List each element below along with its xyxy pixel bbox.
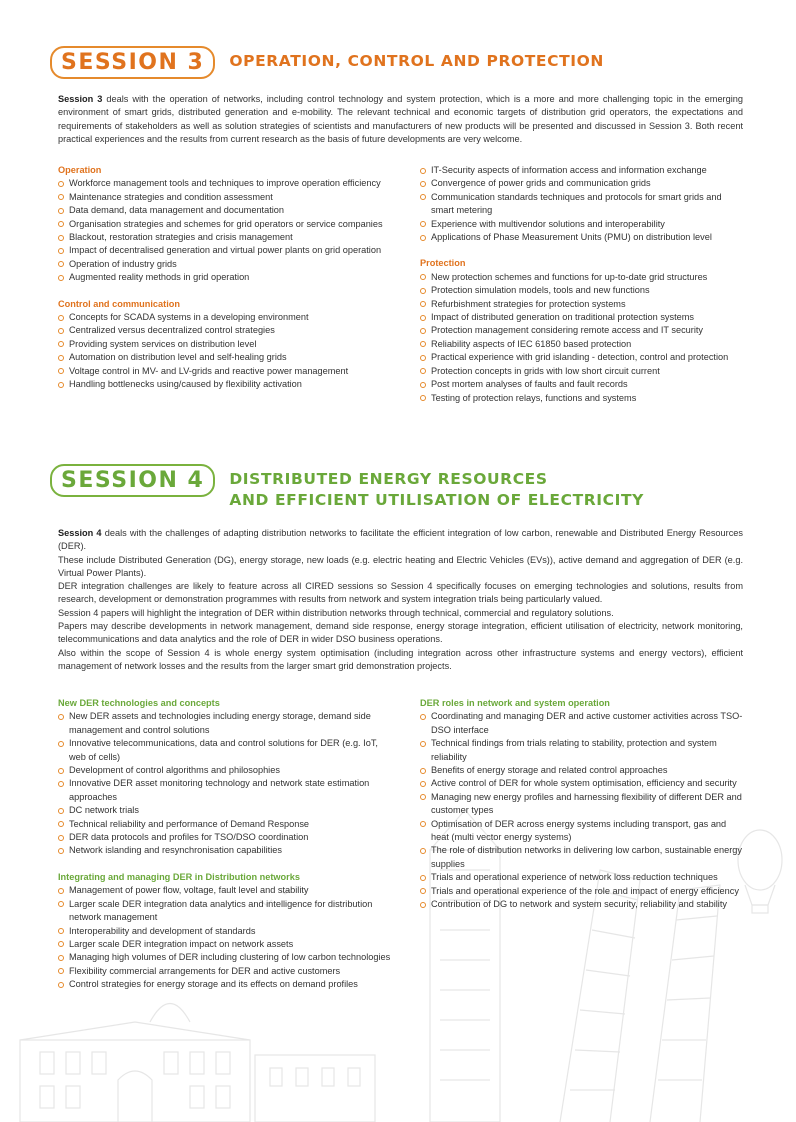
bullet-circle-icon <box>58 955 64 961</box>
list-item <box>420 791 745 818</box>
list-item-text: Contribution of DG to network and system security, reliability and stability <box>431 899 727 910</box>
list-item-text: Development of control algorithms and philosophies <box>69 765 280 776</box>
bullet-circle-icon <box>420 382 426 388</box>
topic-list <box>420 710 745 911</box>
list-item-text: Concepts for SCADA systems in a developing environment <box>69 312 309 323</box>
topic-list <box>420 271 745 405</box>
session-4-left-column <box>58 697 393 992</box>
bullet-circle-icon <box>58 821 64 827</box>
list-item <box>420 378 745 391</box>
bullet-circle-icon <box>420 902 426 908</box>
list-item <box>420 818 745 845</box>
section-gap <box>58 858 393 871</box>
section-gap <box>420 244 745 257</box>
list-item-text: DC network trials <box>69 805 139 816</box>
list-item <box>420 737 745 764</box>
list-item-text: Trials and operational experience of the role and impact of energy efficiency <box>431 885 739 896</box>
topic-heading: Operation <box>58 165 102 175</box>
list-item-text: Network islanding and resynchronisation capabilities <box>69 845 282 856</box>
bullet-circle-icon <box>58 341 64 347</box>
topic-heading: DER roles in network and system operation <box>420 698 610 708</box>
list-item-text: Centralized versus decentralized control strategies <box>69 325 275 336</box>
list-item <box>58 804 393 817</box>
list-item-text: Workforce management tools and techniques to improve operation efficiency <box>69 178 381 189</box>
list-item <box>420 191 745 218</box>
list-item <box>58 338 388 351</box>
list-item-text: Protection management considering remote access and IT security <box>431 325 704 336</box>
list-item <box>58 244 388 257</box>
bullet-circle-icon <box>58 928 64 934</box>
list-item <box>58 777 393 804</box>
bullet-circle-icon <box>58 982 64 988</box>
list-item-text: Technical findings from trials relating to stability, protection and system reliability <box>431 738 717 762</box>
list-item-text: Active control of DER for whole system optimisation, efficiency and security <box>431 778 737 789</box>
list-item-text: Impact of decentralised generation and virtual power plants on grid operation <box>69 245 382 256</box>
session-4-header <box>50 464 644 511</box>
bullet-circle-icon <box>420 888 426 894</box>
bullet-circle-icon <box>58 741 64 747</box>
session-4-right-column <box>420 697 745 912</box>
bullet-circle-icon <box>420 235 426 241</box>
bullet-circle-icon <box>58 248 64 254</box>
intro-paragraph: DER integration challenges are likely to feature across all CIRED sessions so Session 4 specifically focuses on emerging technologies and solutions, results from research, development or demonstration programmes with results from network and system integration trials being particularly valued. <box>58 581 743 605</box>
session-4-intro-bold: Session 4 <box>58 528 102 538</box>
list-item-text: Post mortem analyses of faults and fault records <box>431 379 628 390</box>
list-item-text: Augmented reality methods in grid operation <box>69 272 250 283</box>
list-item-text: Managing high volumes of DER including clustering of low carbon technologies <box>69 952 391 963</box>
topic-list <box>58 311 388 391</box>
session-3-badge: SESSION 3 <box>50 46 215 79</box>
session-4-intro <box>58 527 743 673</box>
list-item <box>58 764 393 777</box>
list-item <box>420 311 745 324</box>
bullet-circle-icon <box>58 275 64 281</box>
bullet-circle-icon <box>420 741 426 747</box>
list-item <box>420 392 745 405</box>
bullet-circle-icon <box>58 835 64 841</box>
list-item-text: Refurbishment strategies for protection systems <box>431 298 626 309</box>
session-4-intro-first: deals with the challenges of adapting distribution networks to facilitate the efficient integration of low carbon, renewable and Distributed Energy Resources (DER). <box>58 528 743 552</box>
list-item <box>420 177 745 190</box>
bullet-circle-icon <box>420 315 426 321</box>
list-item <box>420 231 745 244</box>
list-item-text: Automation on distribution level and self-healing grids <box>69 352 287 363</box>
list-item <box>58 710 393 737</box>
bullet-circle-icon <box>420 768 426 774</box>
list-item-text: Coordinating and managing DER and active customer activities across TSO-DSO interface <box>431 711 743 735</box>
list-item <box>420 898 745 911</box>
list-item-text: New DER assets and technologies including energy storage, demand side management and control solutions <box>69 711 371 735</box>
list-item <box>58 831 393 844</box>
intro-paragraph: Also within the scope of Session 4 is whole energy system optimisation (including integration across other infrastructure systems and energy vectors), efficient management of network losses and the results from the larger smart grid demonstration projects. <box>58 647 743 671</box>
list-item-text: Innovative telecommunications, data and control solutions for DER (e.g. IoT, web of cells) <box>69 738 378 762</box>
topic-heading: Protection <box>420 258 466 269</box>
list-item-text: Voltage control in MV- and LV-grids and reactive power management <box>69 365 349 376</box>
list-item <box>420 271 745 284</box>
list-item <box>58 938 393 951</box>
list-item <box>58 378 388 391</box>
bullet-circle-icon <box>58 901 64 907</box>
bullet-circle-icon <box>420 301 426 307</box>
bullet-circle-icon <box>58 221 64 227</box>
topic-list <box>58 177 388 284</box>
bullet-circle-icon <box>58 848 64 854</box>
list-item-text: Innovative DER asset monitoring technology and network state estimation approaches <box>69 778 370 802</box>
bullet-circle-icon <box>420 194 426 200</box>
list-item <box>420 324 745 337</box>
list-item-text: New protection schemes and functions for up-to-date grid structures <box>431 271 708 282</box>
list-item-text: Handling bottlenecks using/caused by flexibility activation <box>69 379 302 390</box>
section-gap <box>58 285 388 298</box>
list-item <box>420 298 745 311</box>
session-3-title: OPERATION, CONTROL AND PROTECTION <box>229 52 604 70</box>
list-item <box>58 365 388 378</box>
bullet-circle-icon <box>420 395 426 401</box>
list-item-text: Applications of Phase Measurement Units (PMU) on distribution level <box>431 232 712 243</box>
list-item <box>58 218 388 231</box>
list-item-text: Data demand, data management and documentation <box>69 205 285 216</box>
session-3-intro-bold: Session 3 <box>58 94 103 104</box>
bullet-circle-icon <box>420 714 426 720</box>
topic-heading: Control and communication <box>58 298 180 309</box>
list-item <box>58 978 393 991</box>
list-item <box>420 777 745 790</box>
bullet-circle-icon <box>58 808 64 814</box>
list-item <box>58 324 388 337</box>
bullet-circle-icon <box>58 355 64 361</box>
list-item <box>420 164 745 177</box>
list-item <box>58 951 393 964</box>
list-item <box>420 885 745 898</box>
list-item-text: Impact of distributed generation on traditional protection systems <box>431 312 695 323</box>
bullet-circle-icon <box>58 194 64 200</box>
list-item-text: Practical experience with grid islanding - detection, control and protection <box>431 352 729 363</box>
intro-paragraph: Session 4 papers will highlight the integration of DER within distribution networks through technical, commercial and regulatory solutions. <box>58 607 614 618</box>
bullet-circle-icon <box>58 181 64 187</box>
session-3-right-column <box>420 164 745 405</box>
list-item-text: Organisation strategies and schemes for grid operators or service companies <box>69 218 383 229</box>
bullet-circle-icon <box>420 181 426 187</box>
bullet-circle-icon <box>420 221 426 227</box>
list-item-text: Control strategies for energy storage and its effects on demand profiles <box>69 979 358 990</box>
list-item-text: IT-Security aspects of information access and information exchange <box>431 165 707 175</box>
list-item <box>420 218 745 231</box>
bullet-circle-icon <box>58 208 64 214</box>
list-item <box>58 311 388 324</box>
list-item <box>58 965 393 978</box>
bullet-circle-icon <box>420 168 426 174</box>
list-item <box>420 871 745 884</box>
session-3-intro <box>58 93 743 146</box>
bullet-circle-icon <box>58 261 64 267</box>
list-item-text: Flexibility commercial arrangements for DER and active customers <box>69 965 341 976</box>
list-item-text: Management of power flow, voltage, fault level and stability <box>69 885 309 896</box>
bullet-circle-icon <box>58 768 64 774</box>
bullet-circle-icon <box>58 382 64 388</box>
list-item <box>58 258 388 271</box>
list-item-text: Managing new energy profiles and harnessing flexibility of different DER and customer types <box>431 791 742 816</box>
list-item <box>420 338 745 351</box>
bullet-circle-icon <box>420 274 426 280</box>
list-item <box>420 351 745 364</box>
list-item <box>58 925 393 938</box>
list-item-text: Larger scale DER integration impact on network assets <box>69 938 294 949</box>
bullet-circle-icon <box>58 328 64 334</box>
list-item <box>420 764 745 777</box>
list-item-text: DER data protocols and profiles for TSO/DSO coordination <box>69 832 309 843</box>
intro-paragraph: Papers may describe developments in network management, demand side response, energy storage integration, efficient utilisation of electricity, network monitoring, telecommunications and data analytics and the role of DER in wider DSO business operations. <box>58 621 743 645</box>
list-item-text: Testing of protection relays, functions and systems <box>431 392 637 403</box>
list-item <box>58 271 388 284</box>
session-4-title-line-1: DISTRIBUTED ENERGY RESOURCES <box>229 470 548 488</box>
list-item <box>58 884 393 897</box>
list-item <box>420 844 745 871</box>
session-3-intro-text: deals with the operation of networks, including control technology and system protection, which is a more and more challenging topic in the emerging environment of smart grids, distributed generation and e-mobility. The relevant technical and economic targets of distribution grid operators, the expectations and requirements of stakeholders as well as solution strategies of scientists and manufacturers of new products will be presented and discussed in Session 3. Both recent practical experiences and the results from current research as the basis of future developments are very welcome. <box>58 94 743 144</box>
bullet-circle-icon <box>420 355 426 361</box>
list-item <box>58 351 388 364</box>
list-item <box>58 231 388 244</box>
list-item-text: Experience with multivendor solutions and interoperability <box>431 218 665 229</box>
session-3-header <box>50 46 604 79</box>
bullet-circle-icon <box>58 781 64 787</box>
bullet-circle-icon <box>58 941 64 947</box>
list-item-text: Optimisation of DER across energy systems including transport, gas and heat (multi vector energy systems) <box>431 818 727 843</box>
bullet-circle-icon <box>420 875 426 881</box>
bullet-circle-icon <box>58 315 64 321</box>
session-4-title <box>229 464 644 511</box>
list-item-text: Benefits of energy storage and related control approaches <box>431 765 668 776</box>
intro-paragraph: These include Distributed Generation (DG), energy storage, new loads (e.g. electric heating and Electric Vehicles (EVs)), active demand and aggregation of DER (e.g. Virtual Power Plants). <box>58 554 743 578</box>
list-item-text: Reliability aspects of IEC 61850 based protection <box>431 338 632 349</box>
list-item-text: Convergence of power grids and communication grids <box>431 178 651 189</box>
session-4-title-line-2: AND EFFICIENT UTILISATION OF ELECTRICITY <box>229 491 644 509</box>
bullet-circle-icon <box>58 968 64 974</box>
topic-list <box>420 164 745 244</box>
topic-list <box>58 710 393 857</box>
list-item <box>420 284 745 297</box>
bullet-circle-icon <box>58 368 64 374</box>
list-item <box>58 177 388 190</box>
bullet-circle-icon <box>420 848 426 854</box>
list-item-text: Protection concepts in grids with low short circuit current <box>431 365 660 376</box>
list-item <box>58 204 388 217</box>
bullet-circle-icon <box>420 368 426 374</box>
bullet-circle-icon <box>420 288 426 294</box>
list-item-text: Blackout, restoration strategies and crisis management <box>69 232 293 243</box>
list-item <box>58 737 393 764</box>
bullet-circle-icon <box>420 821 426 827</box>
bullet-circle-icon <box>420 781 426 787</box>
list-item <box>420 365 745 378</box>
list-item-text: Maintenance strategies and condition assessment <box>69 191 273 202</box>
topic-heading: New DER technologies and concepts <box>58 698 220 708</box>
bullet-circle-icon <box>58 235 64 241</box>
list-item-text: Communication standards techniques and protocols for smart grids and smart metering <box>431 191 722 216</box>
list-item-text: Interoperability and development of standards <box>69 925 256 936</box>
list-item <box>58 898 393 925</box>
bullet-circle-icon <box>420 341 426 347</box>
list-item-text: Providing system services on distribution level <box>69 338 257 349</box>
session-3-left-column <box>58 164 388 392</box>
list-item-text: Technical reliability and performance of Demand Response <box>69 818 310 829</box>
list-item <box>420 710 745 737</box>
bullet-circle-icon <box>420 794 426 800</box>
session-4-badge: SESSION 4 <box>50 464 215 497</box>
list-item-text: The role of distribution networks in delivering low carbon, sustainable energy supplies <box>431 845 743 869</box>
bullet-circle-icon <box>420 328 426 334</box>
list-item-text: Protection simulation models, tools and new functions <box>431 285 650 296</box>
bullet-circle-icon <box>58 714 64 720</box>
list-item <box>58 818 393 831</box>
list-item <box>58 844 393 857</box>
list-item-text: Trials and operational experience of network loss reduction techniques <box>431 872 718 883</box>
bullet-circle-icon <box>58 888 64 894</box>
list-item-text: Larger scale DER integration data analytics and intelligence for distribution network management <box>69 898 373 923</box>
topic-list <box>58 884 393 991</box>
list-item <box>58 191 388 204</box>
list-item-text: Operation of industry grids <box>69 258 177 269</box>
topic-heading: Integrating and managing DER in Distribution networks <box>58 871 300 882</box>
